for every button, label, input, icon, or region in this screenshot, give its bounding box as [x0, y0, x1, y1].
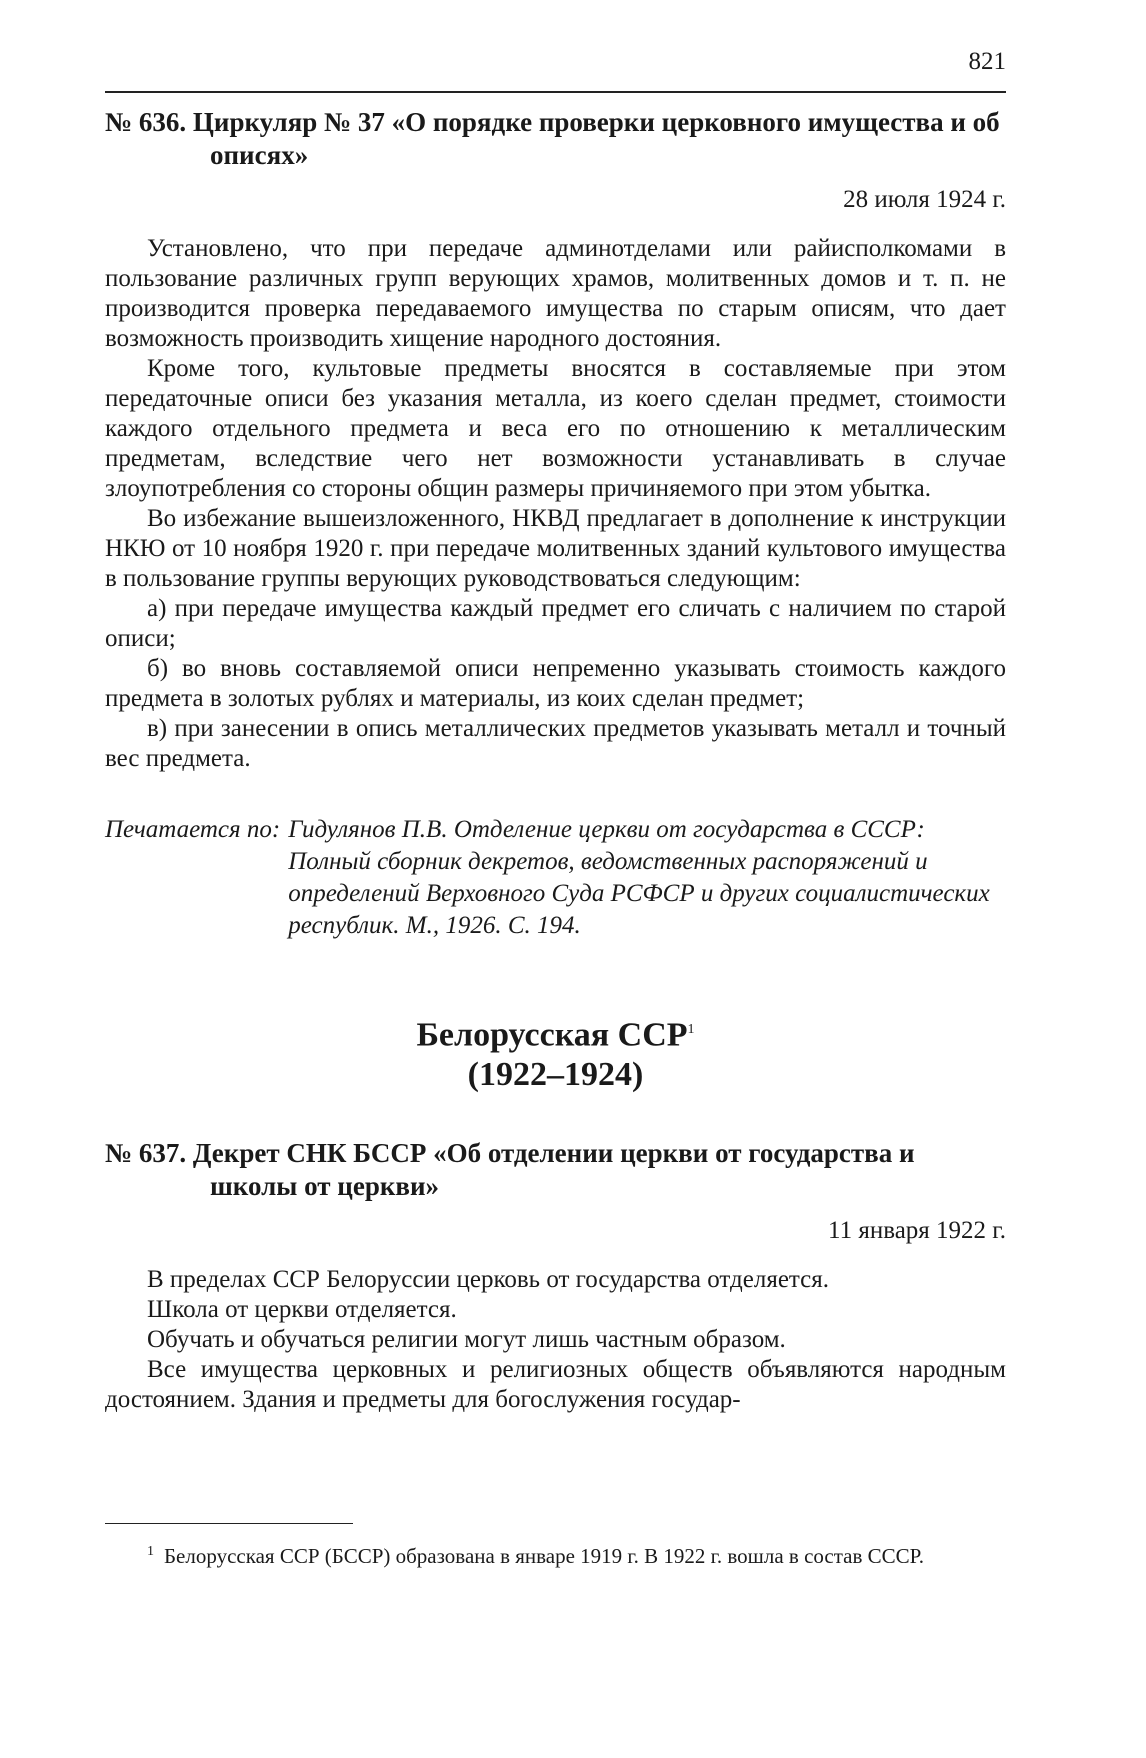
doc-637-paragraph: В пределах ССР Белоруссии церковь от государства отделяется.: [147, 1266, 829, 1294]
footnote-reference[interactable]: 1: [687, 1022, 695, 1037]
page-number: 821: [968, 48, 1006, 75]
doc-637-paragraph: Все имущества церковных и религиозных обществ объявляются народным достоянием. Здания и предметы для богослужения государ-: [105, 1356, 1006, 1414]
doc-636-list-item-b: б) во вновь составляемой описи непременно указывать стоимость каждого предмета в золотых рублях и материалы, из коих сделан предмет;: [105, 655, 1006, 712]
section-title-line-2: (1922–1924): [467, 1056, 644, 1094]
footnote-rule: [105, 1523, 353, 1524]
source-label: Печатается по:: [105, 816, 281, 843]
footnote-mark: 1: [147, 1544, 154, 1559]
doc-636-list-item-a: а) при передаче имущества каждый предмет его сличать с наличием по старой описи;: [105, 595, 1006, 652]
doc-637-paragraph: Обучать и обучаться религии могут лишь частным образом.: [147, 1326, 786, 1354]
document-637: [105, 1137, 1006, 1415]
doc-636-list-item-c: в) при занесении в опись металлических предметов указывать металл и точный вес предмета.: [105, 715, 1006, 772]
footnote: [105, 1536, 1006, 1572]
document-636: [105, 106, 1006, 942]
doc-636-paragraph: Кроме того, культовые предметы вносятся в составляемые при этом передаточные описи без указания металла, из коего сделан предмет, стоимости каждого отдельного предмета и веса его по отношению к металлическим предметам, вследствие чего нет возможности устанавливать в случае злоупотребления со стороны общин размеры причиняемого при этом убытка.: [105, 355, 1006, 502]
doc-636-paragraph: Установлено, что при передаче админотделами или райисполкомами в пользование различных групп верующих храмов, молитвенных домов и т. п. не производится проверка передаваемого имущества по старым описям, что дает возможность производить хищение народного достояния.: [105, 235, 1006, 352]
source-citation: [105, 814, 1006, 942]
section-title-line-1: [105, 1010, 1006, 1055]
doc-637-paragraph: Школа от церкви отделяется.: [147, 1296, 457, 1324]
page-content: [105, 106, 1006, 1415]
doc-636-paragraph: Во избежание вышеизложенного, НКВД предлагает в дополнение к инструкции НКЮ от 10 ноября 1920 г. при передаче молитвенных зданий культового имущества в пользование группы верующих руководствоваться следующим:: [105, 505, 1006, 592]
footnote-text: Белорусская ССР (БССР) образована в январе 1919 г. В 1922 г. вошла в состав СССР.: [164, 1544, 924, 1568]
section-title-text: Белорусская ССР: [416, 1016, 688, 1054]
doc-637-title: № 637. Декрет СНК БССР «Об отделении церкви от государства и школы от церкви»: [105, 1138, 915, 1202]
doc-636-title: № 636. Циркуляр № 37 «О порядке проверки церковного имущества и об описях»: [105, 107, 1000, 170]
doc-637-date: 11 января 1922 г.: [828, 1217, 1006, 1245]
header-rule: [105, 91, 1006, 93]
source-text: Гидулянов П.В. Отделение церкви от государства в СССР: Полный сборник декретов, ведомственных распоряжений и определений Верховного Суда РСФСР и других социалистических республик. М., 1926. С. 194.: [288, 816, 990, 939]
doc-636-date: 28 июля 1924 г.: [843, 186, 1006, 213]
section-title: [105, 1010, 1006, 1095]
